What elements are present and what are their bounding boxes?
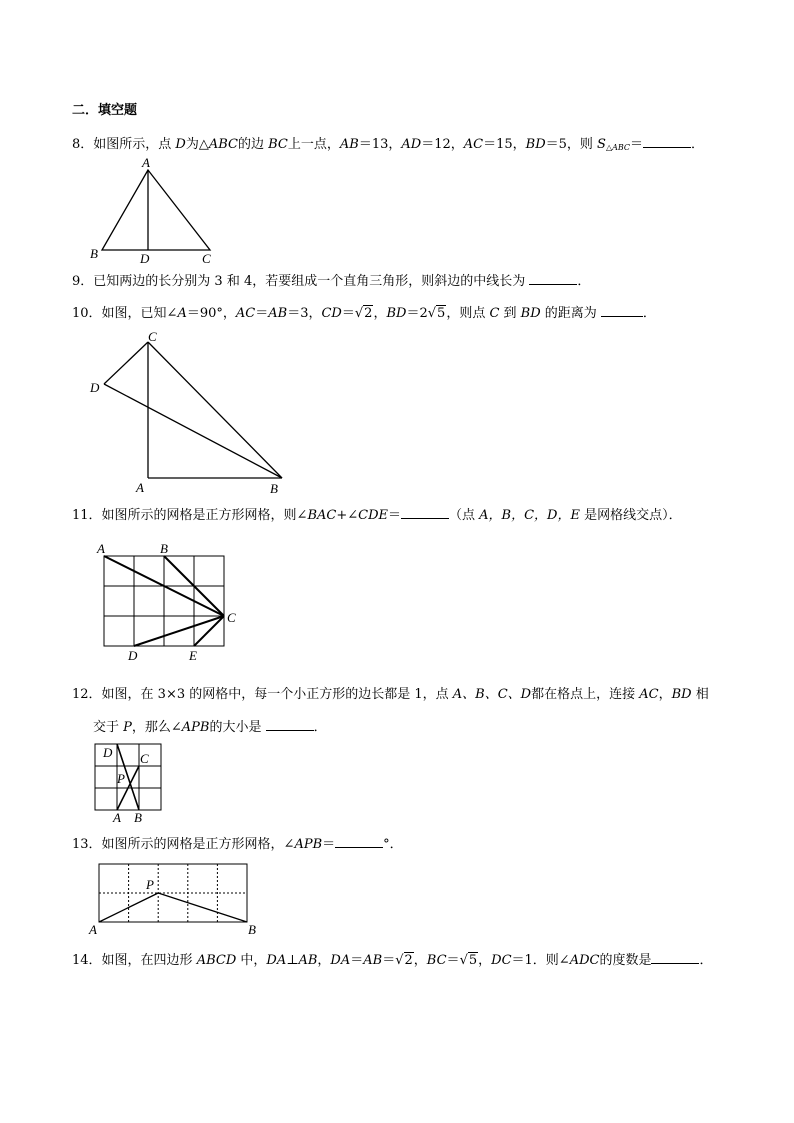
label-A: A (97, 541, 105, 556)
label-D: D (140, 251, 150, 266)
question-14: 14．如图，在四边形 ABCD 中，DA⊥AB，DA＝AB＝√2，BC＝√5，DC＝1．则∠ADC的度数是 ． (72, 953, 713, 968)
label-C: C (202, 251, 211, 266)
label-A: A (113, 810, 121, 825)
label-B: B (270, 481, 278, 496)
question-12-line1: 12．如图，在 3×3 的网格中，每一个小正方形的边长都是 1，点 A、B、C、D都在格点上，连接 AC，BD 相 (72, 687, 709, 702)
label-D: D (128, 648, 138, 663)
label-C: C (148, 329, 157, 344)
sqrt: √5 (427, 306, 446, 321)
question-11: 11．如图所示的网格是正方形网格，则∠BAC+∠CDE＝ （点 A，B，C，D，E 是网格线交点）． (72, 508, 682, 523)
question-number: 12 (72, 687, 89, 702)
question-13: 13．如图所示的网格是正方形网格，∠APB＝ °． (72, 837, 403, 852)
label-B: B (134, 810, 142, 825)
question-number: 10 (72, 306, 89, 321)
question-number: 14 (72, 953, 89, 968)
question-number: 11 (72, 508, 89, 523)
answer-blank (651, 952, 699, 964)
label-B: B (248, 922, 256, 937)
question-number: 9 (72, 274, 81, 289)
label-P: P (117, 771, 125, 786)
label-B: B (160, 541, 168, 556)
question-9: 9．已知两边的长分别为 3 和 4，若要组成一个直角三角形，则斜边的中线长为 ． (72, 274, 591, 289)
question-12-line2: 交于 P，那么∠APB的大小是 ． (93, 720, 327, 735)
sqrt: √2 (395, 953, 413, 968)
label-E: E (189, 648, 197, 663)
question-number: 8 (72, 137, 81, 152)
question-number: 13 (72, 837, 89, 852)
sqrt: √2 (354, 306, 373, 321)
label-D: D (103, 745, 113, 760)
label-A: A (89, 922, 97, 937)
label-D: D (90, 380, 100, 395)
label-B: B (90, 246, 98, 261)
section-title: 二．填空题 (72, 103, 138, 118)
label-P: P (146, 877, 154, 892)
question-10: 10．如图，已知∠A＝90°，AC＝AB＝3，CD＝√2，BD＝2√5，则点 C 到 BD 的距离为 ． (72, 306, 656, 321)
label-A: A (136, 480, 144, 495)
sqrt: √5 (459, 953, 478, 968)
question-8: 8．如图所示，点 D为△ABC的边 BC上一点，AB＝13，AD＝12，AC＝15，BD＝5，则 $S_{\triangle ABC}=$ ． (72, 137, 705, 152)
label-A: A (142, 155, 150, 170)
label-C: C (140, 751, 149, 766)
label-C: C (227, 610, 236, 625)
